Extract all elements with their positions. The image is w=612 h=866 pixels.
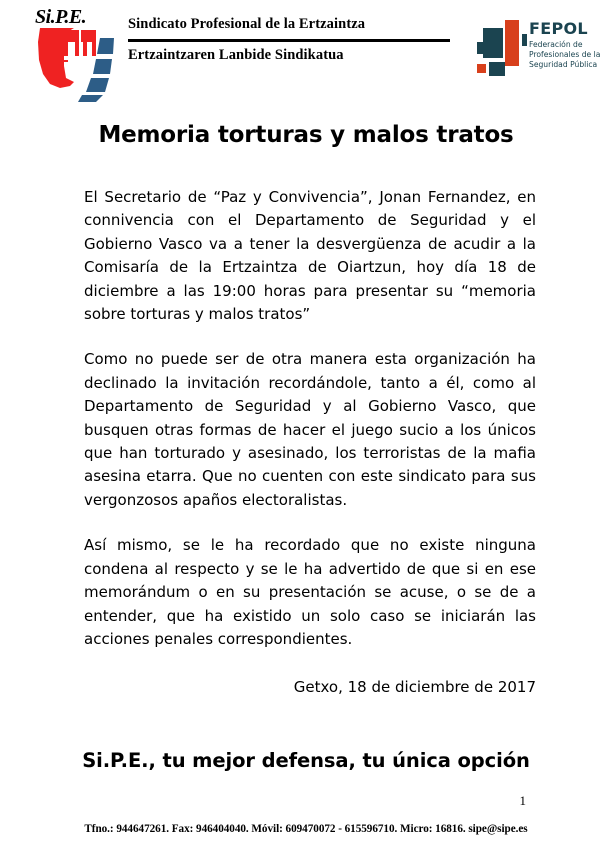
header-divider [128, 39, 450, 42]
document-title: Memoria torturas y malos tratos [98, 122, 514, 148]
slogan: Si.P.E., tu mejor defensa, tu única opción [82, 749, 530, 772]
sipe-shield-icon [30, 26, 122, 102]
fepol-subtitle-line-1: Federación de [529, 40, 583, 49]
page-header [0, 0, 612, 105]
fepol-subtitle [529, 40, 599, 71]
header-title-basque: Ertzaintzaren Lanbide Sindikatua [128, 47, 344, 63]
sipe-logo [30, 6, 122, 102]
page-number: 1 [519, 793, 526, 808]
header-titles [128, 16, 448, 64]
document-body [84, 186, 536, 651]
footer-contact-info: Tfno.: 944647261. Fax: 946404040. Móvil: 609470072 - 615596710. Micro: 16816. sipe@sipe.es [84, 823, 528, 835]
fepol-mark-icon [477, 20, 527, 78]
paragraph: Como no puede ser de otra manera esta organización ha declinado la invitación recordándole, tanto a él, como al Departamento de Seguridad y al Gobierno Vasco, que busquen otras formas de hacer el juego sucio a los únicos que han torturado y asesinado, los terroristas de la mafia asesina etarra. Que no cuenten con este sindicato para sus vergonzosos apaños electoralistas. [84, 350, 536, 509]
sipe-wordmark: Si.P.E. [35, 6, 87, 28]
fepol-subtitle-line-3: Seguridad Pública [529, 60, 598, 70]
fepol-text [529, 20, 599, 71]
fepol-subtitle-line-2: Profesionales de la [529, 50, 601, 60]
paragraph: El Secretario de “Paz y Convivencia”, Jonan Fernandez, en connivencia con el Departamento de Seguridad y el Gobierno Vasco va a tener la desvergüenza de acudir a la Comisaría de la Ertzaintza de Oiartzun, hoy día 18 de diciembre a las 19:00 horas para presentar su “memoria sobre torturas y malos tratos” [84, 188, 536, 324]
paragraph: Así mismo, se le ha recordado que no existe ninguna condena al respecto y se le ha advertido de que si en ese memorándum o en su presentación se acuse, o se de a entender, que ha existido un solo caso se iniciarán las acciones penales correspondientes. [84, 536, 536, 648]
fepol-name: FEPOL [529, 19, 588, 38]
signature-line: Getxo, 18 de diciembre de 2017 [293, 678, 536, 696]
header-title-spanish: Sindicato Profesional de la Ertzaintza [128, 16, 366, 32]
fepol-logo [477, 19, 601, 82]
